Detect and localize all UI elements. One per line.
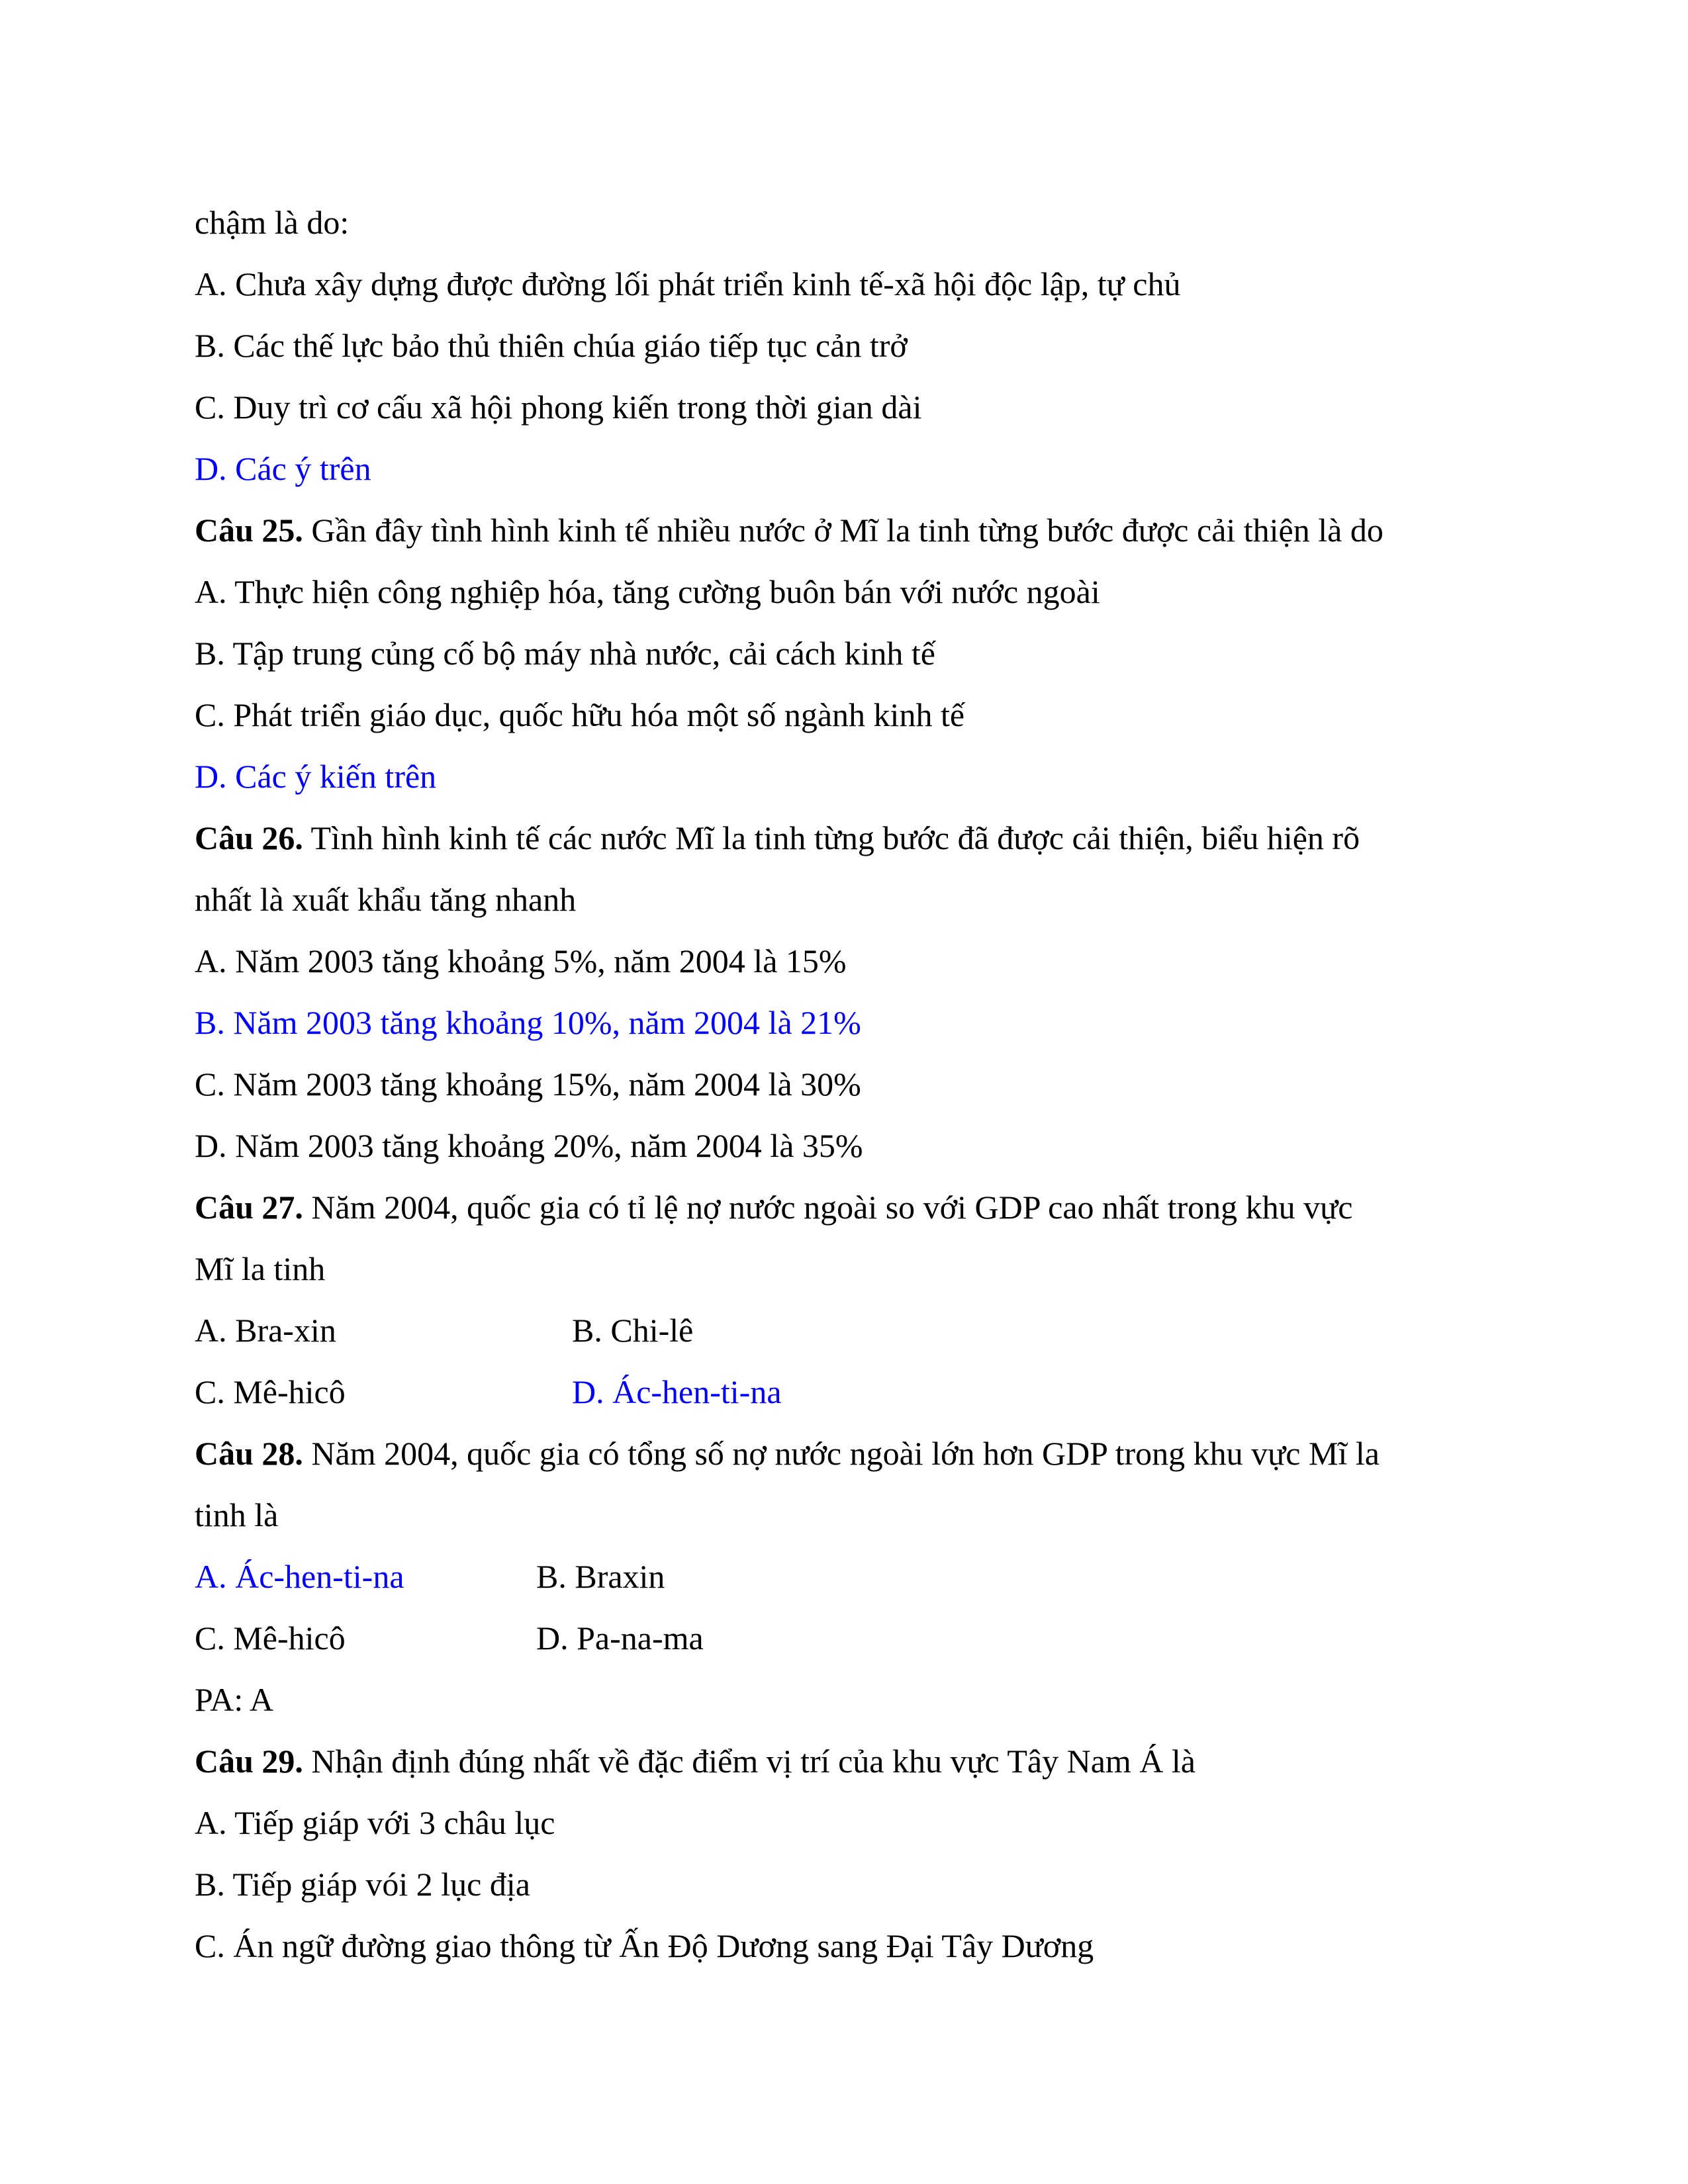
question-text-continued: tinh là [195, 1496, 279, 1533]
question-number: Câu 27. [195, 1189, 303, 1226]
question-text: Tình hình kinh tế các nước Mĩ la tinh từng bước đã được cải thiện, biểu hiện rõ [303, 819, 1360, 856]
option-row [195, 1300, 1519, 1361]
option-a: A. Thực hiện công nghiệp hóa, tăng cường buôn bán với nước ngoài [195, 573, 1100, 610]
question-26 [195, 807, 1519, 869]
question-text: Năm 2004, quốc gia có tổng số nợ nước ngoài lớn hơn GDP trong khu vực Mĩ la [303, 1435, 1380, 1472]
option-d: D. Pa-na-ma [536, 1619, 704, 1657]
question-text: Nhận định đúng nhất về đặc điểm vị trí của khu vực Tây Nam Á là [303, 1743, 1196, 1780]
question-text: Năm 2004, quốc gia có tỉ lệ nợ nước ngoài so với GDP cao nhất trong khu vực [303, 1189, 1353, 1226]
question-25 [195, 500, 1519, 561]
option-row [195, 1361, 1519, 1423]
option-c: C. Án ngữ đường giao thông từ Ấn Độ Dương sang Đại Tây Dương [195, 1927, 1094, 1964]
question-continuation: chậm là do: [195, 204, 350, 241]
option-d-correct: D. Các ý trên [195, 450, 371, 487]
option-b-correct: B. Năm 2003 tăng khoảng 10%, năm 2004 là 21% [195, 1004, 861, 1041]
question-text-continued: Mĩ la tinh [195, 1250, 326, 1287]
option-c: C. Mê-hicô [195, 1619, 346, 1657]
option-b: B. Các thế lực bảo thủ thiên chúa giáo tiếp tục cản trở [195, 327, 908, 364]
question-text-continued: nhất là xuất khẩu tăng nhanh [195, 881, 577, 918]
option-c: C. Năm 2003 tăng khoảng 15%, năm 2004 là 30% [195, 1066, 861, 1103]
question-29 [195, 1731, 1519, 1792]
option-a: A. Năm 2003 tăng khoảng 5%, năm 2004 là 15% [195, 942, 847, 979]
option-c: C. Duy trì cơ cấu xã hội phong kiến trong thời gian dài [195, 388, 922, 426]
option-row [195, 1608, 1519, 1669]
question-number: Câu 25. [195, 512, 303, 549]
option-d-correct: D. Ác-hen-ti-na [572, 1373, 782, 1410]
option-c: C. Phát triển giáo dục, quốc hữu hóa một số ngành kinh tế [195, 696, 965, 733]
question-number: Câu 28. [195, 1435, 303, 1472]
option-d-correct: D. Các ý kiến trên [195, 758, 437, 795]
question-number: Câu 26. [195, 819, 303, 856]
question-27 [195, 1177, 1519, 1238]
option-b: B. Tiếp giáp vói 2 lục địa [195, 1866, 530, 1903]
option-a: A. Bra-xin [195, 1312, 336, 1349]
option-d: D. Năm 2003 tăng khoảng 20%, năm 2004 là 35% [195, 1127, 863, 1164]
question-28 [195, 1423, 1519, 1484]
option-a-correct: A. Ác-hen-ti-na [195, 1558, 404, 1595]
document-page [195, 192, 1519, 1977]
option-row [195, 1546, 1519, 1608]
option-b: B. Tập trung củng cố bộ máy nhà nước, cải cách kinh tế [195, 635, 935, 672]
option-b: B. Braxin [536, 1558, 665, 1595]
option-b: B. Chi-lê [572, 1312, 694, 1349]
option-c: C. Mê-hicô [195, 1373, 346, 1410]
question-number: Câu 29. [195, 1743, 303, 1780]
question-text: Gần đây tình hình kinh tế nhiều nước ở Mĩ la tinh từng bước được cải thiện là do [303, 512, 1383, 549]
answer-note: PA: A [195, 1681, 274, 1718]
option-a: A. Tiếp giáp với 3 châu lục [195, 1804, 555, 1841]
option-a: A. Chưa xây dựng được đường lối phát triển kinh tế-xã hội độc lập, tự chủ [195, 265, 1181, 302]
